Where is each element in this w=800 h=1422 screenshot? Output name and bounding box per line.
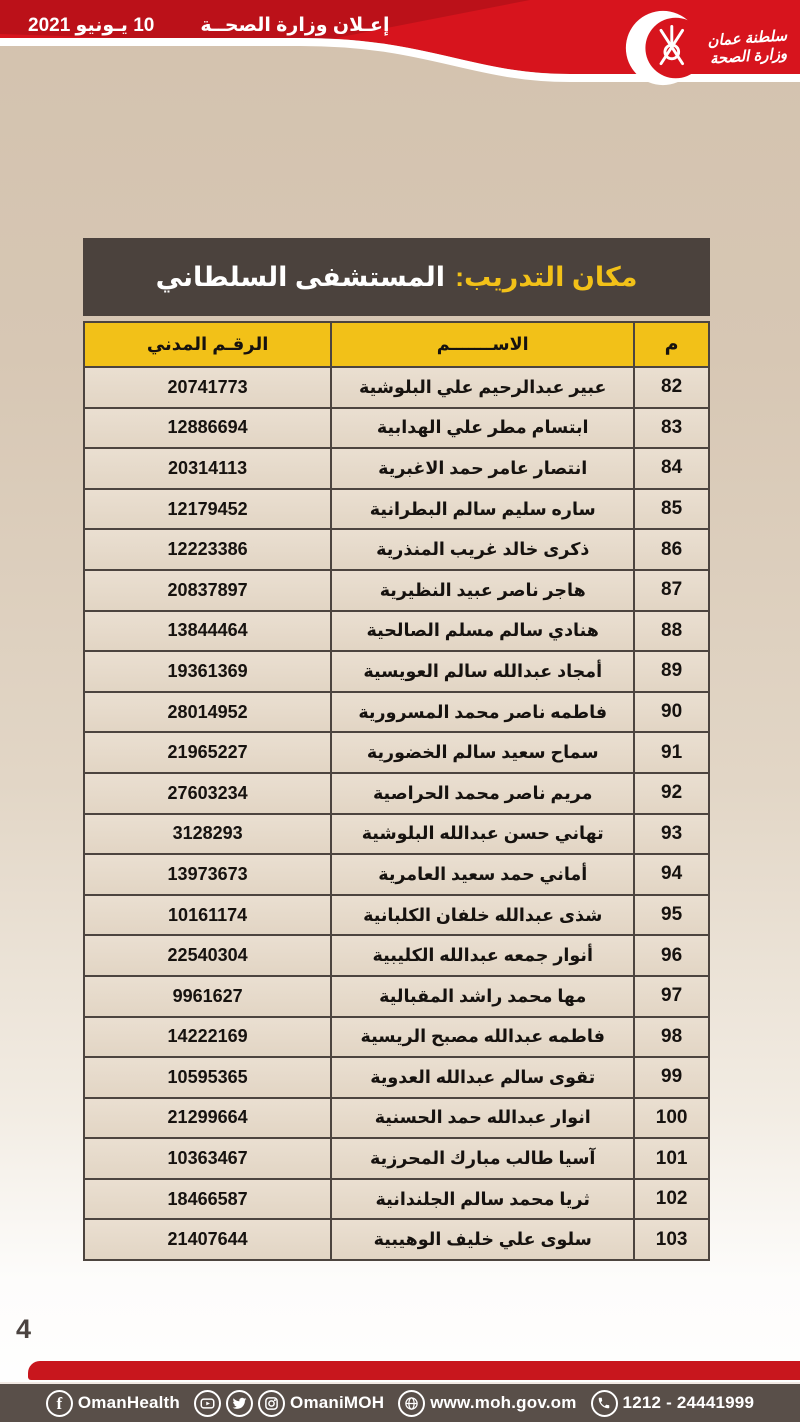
row-number: 90 [633,693,708,732]
footer-facebook[interactable] [46,1390,180,1417]
row-number: 91 [633,733,708,772]
header-band [0,0,800,96]
logo-line-2: وزارة الصحة [709,45,788,68]
logo-calligraphy [707,27,789,68]
table-row [85,977,708,1018]
table-title-value: المستشفى السلطاني [155,261,446,292]
table-row [85,409,708,450]
row-civil-id: 3128293 [172,823,243,844]
row-civil-id: 10161174 [168,904,248,925]
facebook-handle: OmanHealth [77,1393,181,1412]
row-name: عبير عبدالرحيم علي البلوشية [330,368,633,407]
table-header-row [85,323,708,368]
col-header-number: م [633,323,708,366]
table-row [85,1180,708,1221]
table-row [85,936,708,977]
table-grid [83,321,710,1261]
row-civil-id: 13973673 [167,863,248,884]
row-name: فاطمه عبدالله مصبح الريسية [330,1018,633,1057]
table-row [85,855,708,896]
social-handle: OmaniMOH [290,1393,385,1412]
row-number: 88 [633,612,708,651]
table-row [85,693,708,734]
row-civil-id: 13844464 [167,620,248,641]
table-row [85,1139,708,1180]
table-row [85,530,708,571]
row-civil-id: 21965227 [167,742,248,763]
row-civil-id: 19361369 [167,660,248,681]
row-name: ذكرى خالد غريب المنذرية [330,530,633,569]
row-name: تقوى سالم عبدالله العدوية [330,1058,633,1097]
row-number: 97 [633,977,708,1016]
row-civil-id: 14222169 [167,1026,248,1047]
row-number: 85 [633,490,708,529]
header-titles [28,14,390,37]
row-number: 100 [633,1099,708,1138]
row-civil-id: 12886694 [167,417,248,438]
row-name: أنوار جمعه عبدالله الكليبية [330,936,633,975]
announcement-title: إعـلان وزارة الصحــة [200,15,390,36]
table-row [85,490,708,531]
row-number: 98 [633,1018,708,1057]
row-name: هاجر ناصر عبيد النظيرية [330,571,633,610]
footer-red-band [28,1361,800,1380]
row-name: أمجاد عبدالله سالم العويسية [330,652,633,691]
row-civil-id: 10595365 [167,1066,248,1087]
row-civil-id: 27603234 [167,782,248,803]
table-row [85,774,708,815]
row-number: 87 [633,571,708,610]
footer-social[interactable] [194,1390,384,1417]
footer-bar [0,1382,800,1422]
row-number: 83 [633,409,708,448]
table-row [85,612,708,653]
row-number: 102 [633,1180,708,1219]
table-row [85,652,708,693]
row-name: تهاني حسن عبدالله البلوشية [330,815,633,854]
row-number: 101 [633,1139,708,1178]
row-name: فاطمه ناصر محمد المسرورية [330,693,633,732]
row-name: سلوى علي خليف الوهيبية [330,1220,633,1259]
table-row [85,1018,708,1059]
footer-website[interactable] [398,1390,576,1417]
phone-number: 1212 - 24441999 [622,1393,755,1412]
row-civil-id: 20314113 [168,457,248,478]
table-row [85,449,708,490]
row-civil-id: 22540304 [167,945,248,966]
row-name: آسيا طالب مبارك المحرزية [330,1139,633,1178]
logo-line-1: سلطنة عمان [707,27,788,50]
row-name: مريم ناصر محمد الحراصية [330,774,633,813]
row-civil-id: 28014952 [167,701,248,722]
page-number: 4 [16,1314,32,1344]
row-name: ثريا محمد سالم الجلندانية [330,1180,633,1219]
row-name: ساره سليم سالم البطرانية [330,490,633,529]
table-row [85,1220,708,1259]
row-number: 86 [633,530,708,569]
row-civil-id: 9961627 [172,985,243,1006]
footer-phone[interactable] [591,1390,755,1417]
row-number: 99 [633,1058,708,1097]
row-number: 103 [633,1220,708,1259]
col-header-name: الاســـــــم [330,323,633,366]
row-name: هنادي سالم مسلم الصالحية [330,612,633,651]
row-number: 92 [633,774,708,813]
table-title-label: مكان التدريب: [455,261,638,292]
table-row [85,896,708,937]
phone-icon [591,1390,618,1417]
row-civil-id: 18466587 [167,1188,248,1209]
row-number: 82 [633,368,708,407]
row-civil-id: 12179452 [167,498,248,519]
row-number: 93 [633,815,708,854]
website-url: www.moh.gov.om [430,1393,577,1412]
youtube-icon [194,1390,221,1417]
crescent-emblem-icon [620,4,706,92]
instagram-icon [258,1390,285,1417]
table-body [85,368,708,1259]
training-table [83,238,710,1261]
table-title-bar [83,238,710,316]
row-number: 96 [633,936,708,975]
row-number: 84 [633,449,708,488]
facebook-icon: f [46,1390,73,1417]
row-civil-id: 12223386 [167,539,248,560]
row-name: شذى عبدالله خلفان الكلبانية [330,896,633,935]
row-name: سماح سعيد سالم الخضورية [330,733,633,772]
col-header-civil-id: الرقـم المدني [146,334,269,354]
row-civil-id: 20837897 [167,579,248,600]
row-name: انوار عبدالله حمد الحسنية [330,1099,633,1138]
table-row [85,368,708,409]
moh-logo [620,4,788,92]
table-row [85,815,708,856]
twitter-icon [226,1390,253,1417]
row-name: انتصار عامر حمد الاغبرية [330,449,633,488]
row-civil-id: 10363467 [167,1148,248,1169]
row-number: 89 [633,652,708,691]
row-number: 94 [633,855,708,894]
row-number: 95 [633,896,708,935]
row-civil-id: 20741773 [167,376,248,397]
announcement-date: 10 يـونيو 2021 [28,15,155,36]
row-name: ابتسام مطر علي الهدابية [330,409,633,448]
row-civil-id: 21407644 [167,1229,248,1250]
row-name: أماني حمد سعيد العامرية [330,855,633,894]
table-row [85,1058,708,1099]
globe-icon [398,1390,425,1417]
table-row [85,733,708,774]
table-row [85,1099,708,1140]
row-name: مها محمد راشد المقبالية [330,977,633,1016]
table-row [85,571,708,612]
row-civil-id: 21299664 [167,1107,248,1128]
